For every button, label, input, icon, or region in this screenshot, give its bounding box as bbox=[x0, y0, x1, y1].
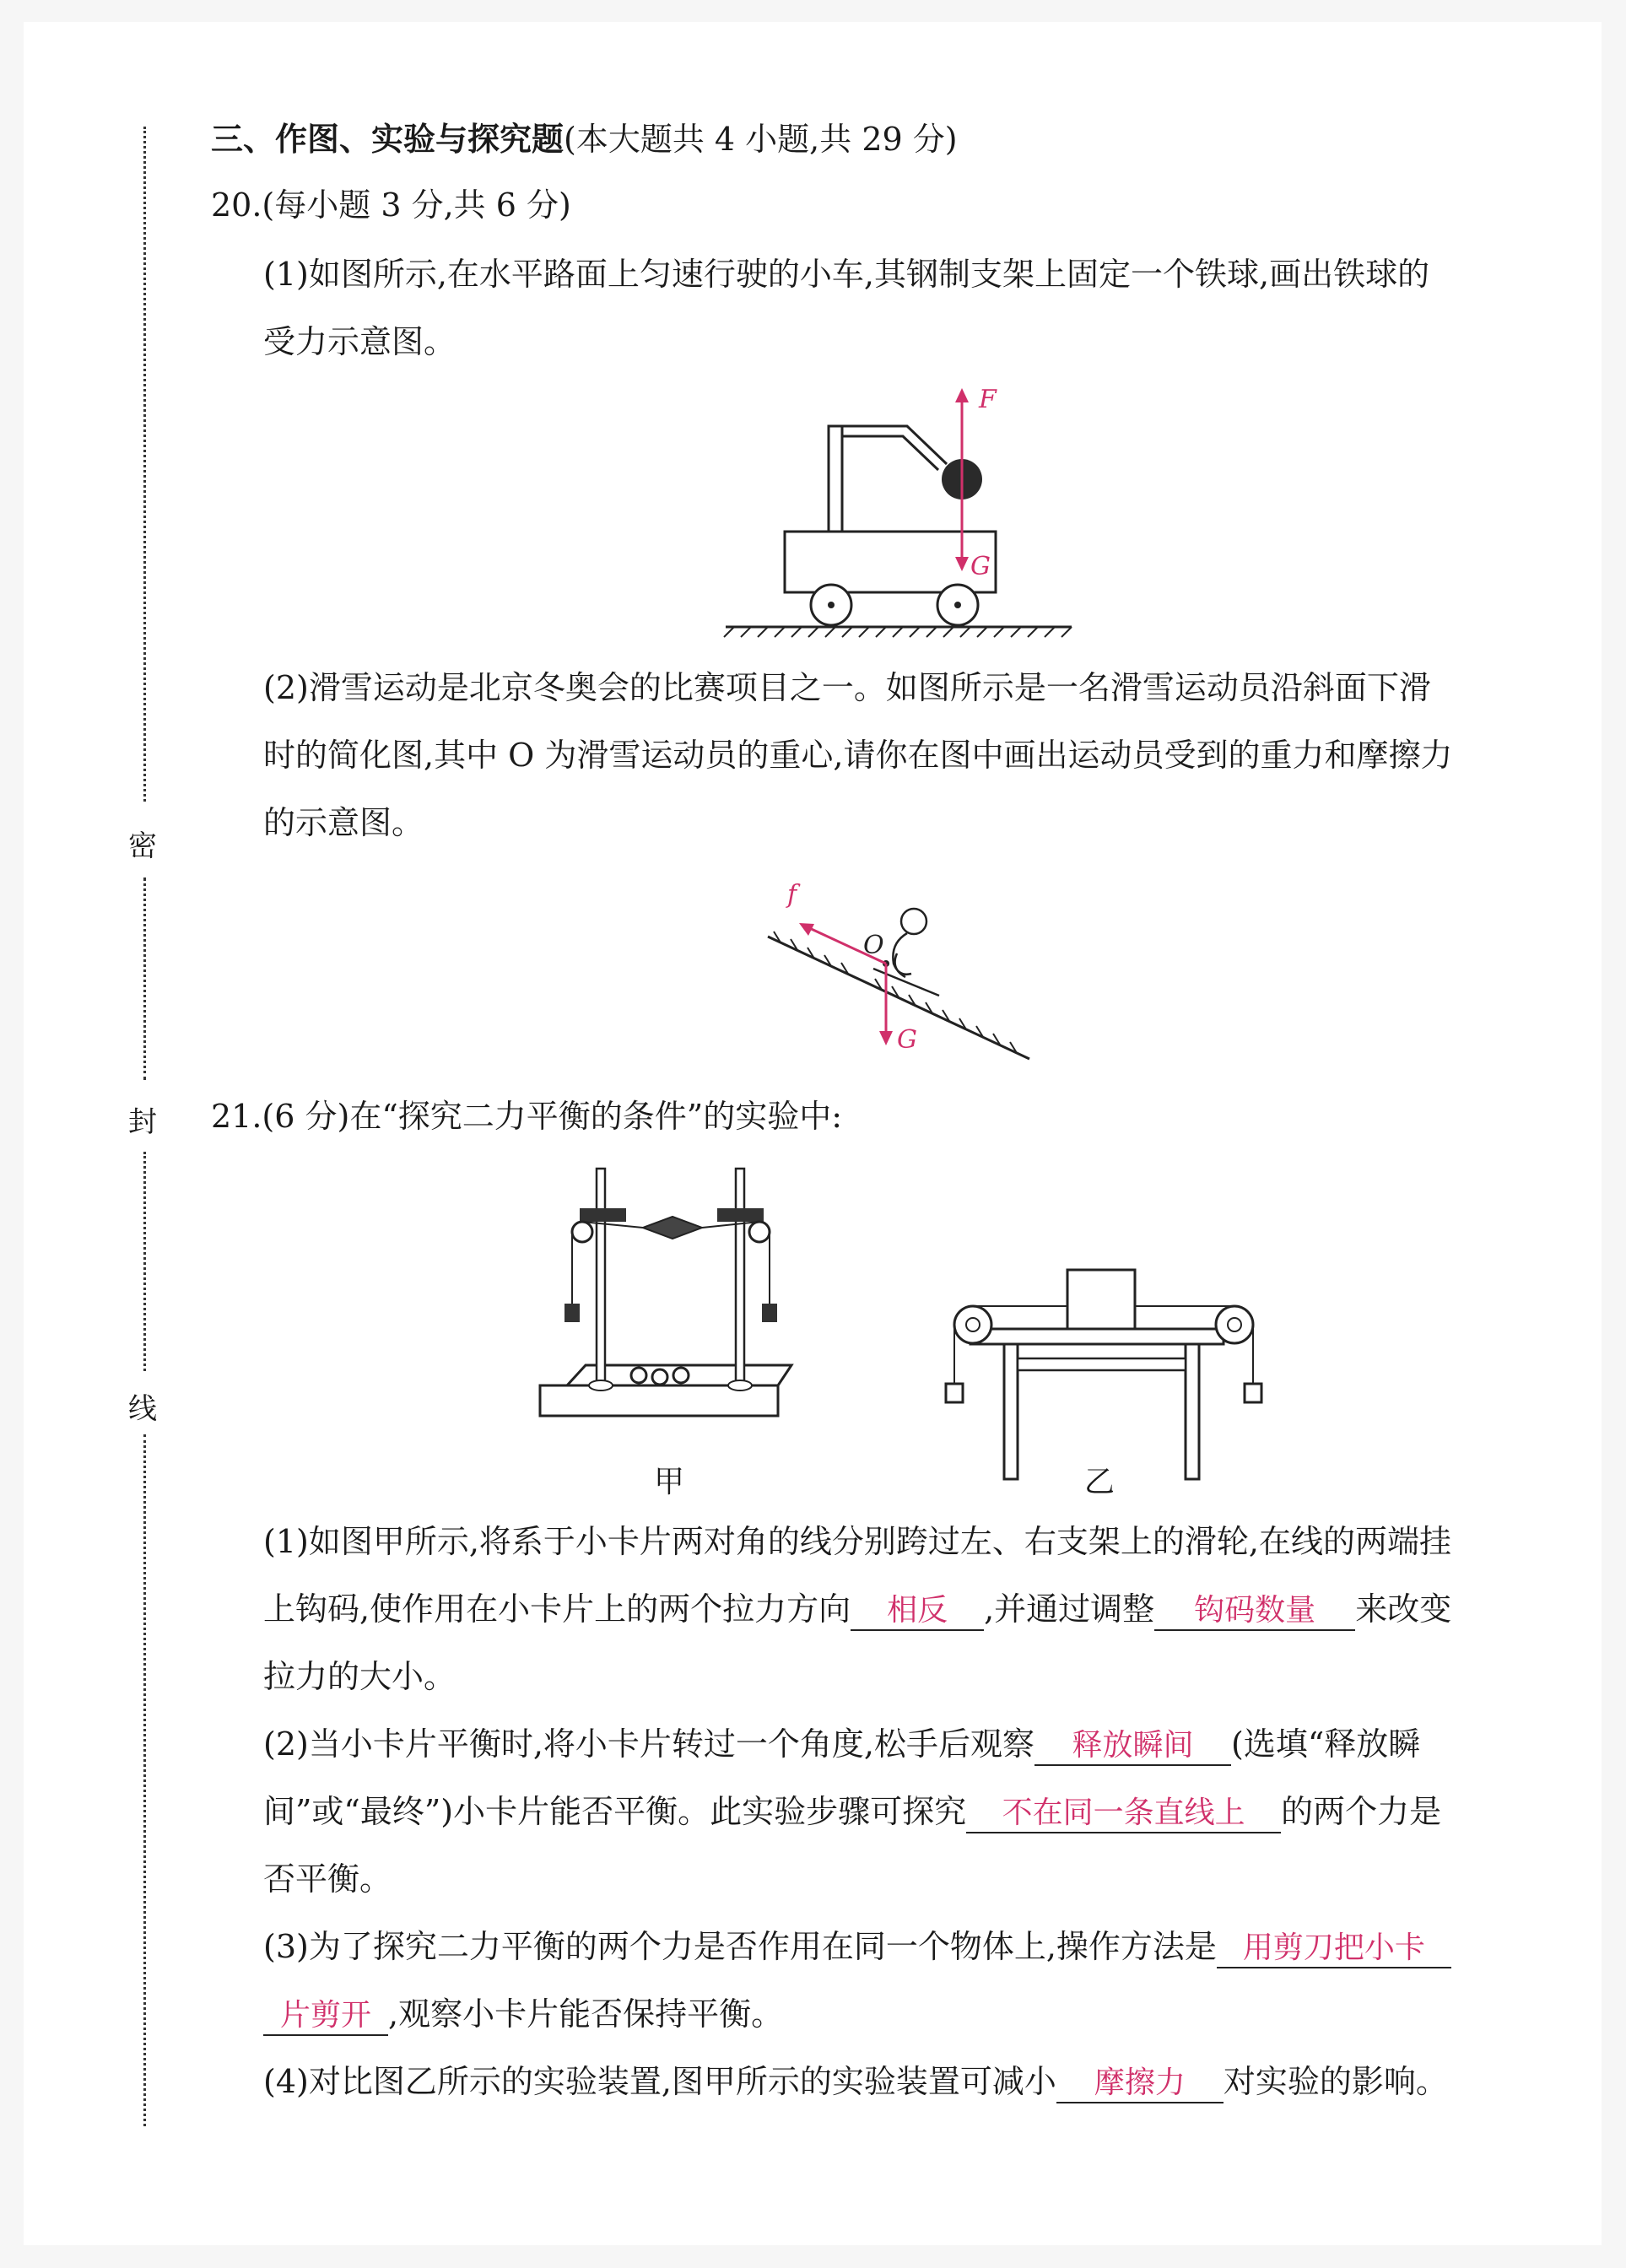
margin-char-mi: 密 bbox=[128, 829, 157, 863]
answer-blank-direction[interactable]: 相反 bbox=[851, 1592, 984, 1631]
q21-p4-line1 bbox=[263, 2060, 1448, 2103]
margin-dotted-line bbox=[143, 1434, 146, 2126]
apparatus-a-figure bbox=[533, 1164, 812, 1451]
figure-b-caption: 乙 bbox=[1084, 1465, 1116, 1499]
q21-p4-text-b: 对实验的影响。 bbox=[1223, 2063, 1448, 2100]
steel-bracket bbox=[829, 426, 947, 532]
q21-p2-line3: 否平衡。 bbox=[263, 1860, 392, 1898]
margin-dotted-line bbox=[143, 878, 146, 1080]
q21-p2-text-b: (选填“释放瞬 bbox=[1231, 1725, 1421, 1763]
q21-p2-line1 bbox=[263, 1723, 1420, 1766]
section-note: (本大题共 4 小题,共 29 分) bbox=[564, 121, 958, 158]
wooden-block bbox=[1067, 1270, 1135, 1329]
left-weight bbox=[565, 1304, 580, 1322]
q20-p1-line2: 受力示意图。 bbox=[263, 323, 456, 360]
skier-head bbox=[901, 909, 926, 934]
answer-blank-method-1[interactable]: 用剪刀把小卡 bbox=[1217, 1930, 1451, 1968]
q20-header: 20.(每小题 3 分,共 6 分) bbox=[211, 186, 571, 224]
q21-p1-line3: 拉力的大小。 bbox=[263, 1658, 456, 1695]
skier-figure bbox=[764, 869, 1051, 1063]
q21-p1-line1: (1)如图甲所示,将系于小卡片两对角的线分别跨过左、右支架上的滑轮,在线的两端挂 bbox=[263, 1523, 1451, 1560]
q21-p2-text-c: 间”或“最终”)小卡片能否平衡。此实验步骤可探究 bbox=[263, 1793, 967, 1830]
answer-blank-friction[interactable]: 摩擦力 bbox=[1056, 2065, 1224, 2103]
q21-p2-text-a: (2)当小卡片平衡时,将小卡片转过一个角度,松手后观察 bbox=[263, 1725, 1034, 1763]
q20-p1-line1: (1)如图所示,在水平路面上匀速行驶的小车,其钢制支架上固定一个铁球,画出铁球的 bbox=[263, 256, 1430, 293]
friction-label: f bbox=[787, 880, 797, 910]
answer-blank-method-2[interactable]: 片剪开 bbox=[263, 1997, 388, 2036]
q20-p2-line1: (2)滑雪运动是北京冬奥会的比赛项目之一。如图所示是一名滑雪运动员沿斜面下滑 bbox=[263, 669, 1431, 706]
gravity-label: G bbox=[897, 1025, 917, 1055]
right-pulley bbox=[749, 1222, 770, 1242]
answer-blank-weights[interactable]: 钩码数量 bbox=[1154, 1592, 1355, 1631]
left-rod bbox=[597, 1169, 605, 1388]
q21-p4-text-a: (4)对比图乙所示的实验装置,图甲所示的实验装置可减小 bbox=[263, 2063, 1056, 2100]
answer-blank-line[interactable]: 不在同一条直线上 bbox=[966, 1795, 1281, 1833]
q21-p3-text-a: (3)为了探究二力平衡的两个力是否作用在同一个物体上,操作方法是 bbox=[263, 1928, 1217, 1965]
margin-char-xian: 线 bbox=[128, 1392, 157, 1426]
section-heading bbox=[211, 118, 958, 160]
q21-p1-text-a: 上钩码,使作用在小卡片上的两个拉力方向 bbox=[263, 1590, 851, 1628]
right-rod bbox=[736, 1169, 744, 1388]
right-weight-b bbox=[1245, 1384, 1261, 1402]
q21-header: 21.(6 分)在“探究二力平衡的条件”的实验中: bbox=[211, 1098, 842, 1135]
cart-figure bbox=[717, 384, 1122, 637]
small-card bbox=[643, 1217, 702, 1239]
left-weight-b bbox=[946, 1384, 963, 1402]
section-title: 三、作图、实验与探究题 bbox=[211, 120, 565, 158]
q20-p2-line3: 的示意图。 bbox=[263, 804, 424, 841]
answer-blank-observe[interactable]: 释放瞬间 bbox=[1034, 1727, 1231, 1766]
q21-p1-line2 bbox=[263, 1588, 1451, 1631]
q20-p2-line2: 时的简化图,其中 O 为滑雪运动员的重心,请你在图中画出运动员受到的重力和摩擦力 bbox=[263, 737, 1453, 774]
q21-p2-line2 bbox=[263, 1790, 1441, 1833]
q21-p2-text-d: 的两个力是 bbox=[1281, 1793, 1442, 1830]
q21-p3-line1 bbox=[263, 1925, 1451, 1968]
margin-char-feng: 封 bbox=[128, 1105, 157, 1139]
margin-dotted-line bbox=[143, 127, 146, 802]
apparatus-b-figure bbox=[941, 1266, 1270, 1485]
table-top bbox=[970, 1329, 1224, 1344]
force-f-label: F bbox=[979, 385, 997, 414]
q21-p3-text-b: ,观察小卡片能否保持平衡。 bbox=[388, 1995, 784, 2033]
margin-dotted-line bbox=[143, 1152, 146, 1371]
right-weight bbox=[762, 1304, 777, 1322]
figure-a-caption: 甲 bbox=[654, 1465, 685, 1499]
center-label: O bbox=[863, 931, 884, 960]
q21-p3-line2 bbox=[263, 1993, 783, 2036]
q21-p1-text-b: ,并通过调整 bbox=[984, 1590, 1155, 1628]
force-g-label: G bbox=[970, 552, 991, 581]
q21-p1-text-c: 来改变 bbox=[1355, 1590, 1452, 1628]
left-pulley bbox=[572, 1222, 592, 1242]
